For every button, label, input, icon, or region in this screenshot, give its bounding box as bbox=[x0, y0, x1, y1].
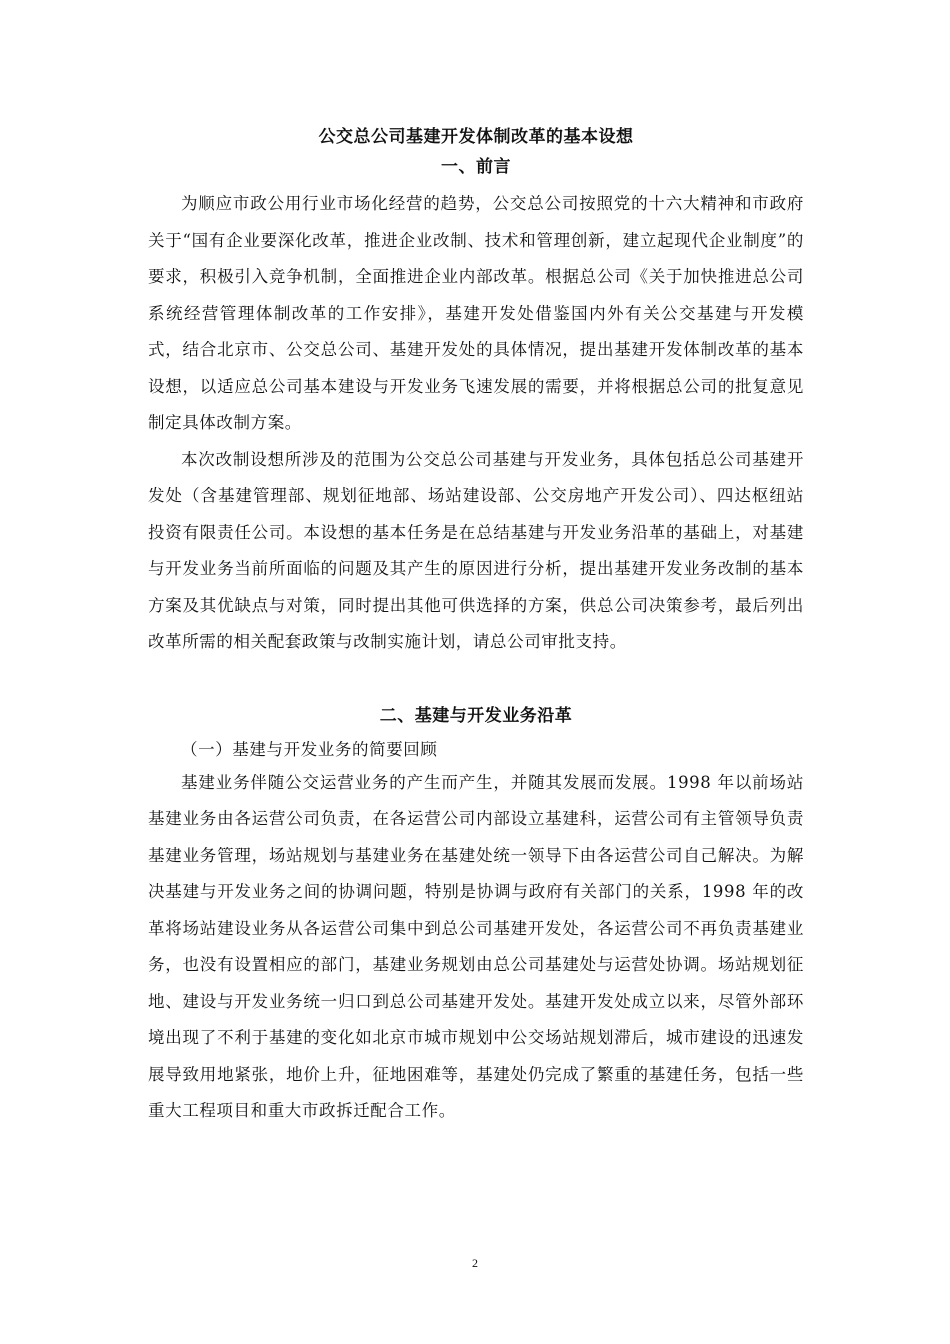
preface-paragraph-1: 为顺应市政公用行业市场化经营的趋势，公交总公司按照党的十六大精神和市政府关于“国有企业要深化改革，推进企业改制、技术和管理创新，建立起现代企业制度”的要求，积极引入竞争机制，全面推进企业内部改革。根据总公司《关于加快推进总公司系统经营管理体制改革的工作安排》，基建开发处借鉴国内外有关公交基建与开发模式，结合北京市、公交总公司、基建开发处的具体情况，提出基建开发体制改革的基本设想，以适应总公司基本建设与开发业务飞速发展的需要，并将根据总公司的批复意见制定具体改制方案。 bbox=[148, 194, 804, 432]
preface-paragraph-2: 本次改制设想所涉及的范围为公交总公司基建与开发业务，具体包括总公司基建开发处（含基建管理部、规划征地部、场站建设部、公交房地产开发公司）、四达枢纽站投资有限责任公司。本设想的基本任务是在总结基建与开发业务沿革的基础上，对基建与开发业务当前所面临的问题及其产生的原因进行分析，提出基建开发业务改制的基本方案及其优缺点与对策，同时提出其他可供选择的方案，供总公司决策参考，最后列出改革所需的相关配套政策与改制实施计划，请总公司审批支持。 bbox=[148, 449, 804, 651]
document-title: 公交总公司基建开发体制改革的基本设想 bbox=[318, 127, 634, 147]
history-paragraph-1: 基建业务伴随公交运营业务的产生而产生，并随其发展而发展。1998 年以前场站基建业务由各运营公司负责，在各运营公司内部设立基建科，运营公司有主管领导负责基建业务管理，场站规划与基建业务在基建处统一领导下由各运营公司自己解决。为解决基建与开发业务之间的协调问题，特别是协调与政府有关部门的关系，1998 年的改革将场站建设业务从各运营公司集中到总公司基建开发处，各运营公司不再负责基建业务，也没有设置相应的部门，基建业务规划由总公司基建处与运营处协调。场站规划征地、建设与开发业务统一归口到总公司基建开发处。基建开发处成立以来，尽管外部环境出现了不利于基建的变化如北京市城市规划中公交场站规划滞后，城市建设的迅速发展导致用地紧张，地价上升，征地困难等，基建处仍完成了繁重的基建任务，包括一些重大工程项目和重大市政拆迁配合工作。 bbox=[148, 772, 804, 1120]
section-heading-preface: 一、前言 bbox=[441, 157, 511, 177]
page-number: 2 bbox=[472, 1256, 478, 1270]
section-heading-history: 二、基建与开发业务沿革 bbox=[379, 705, 573, 726]
subsection-heading-review: （一）基建与开发业务的简要回顾 bbox=[181, 739, 438, 759]
document-body bbox=[148, 122, 804, 1130]
